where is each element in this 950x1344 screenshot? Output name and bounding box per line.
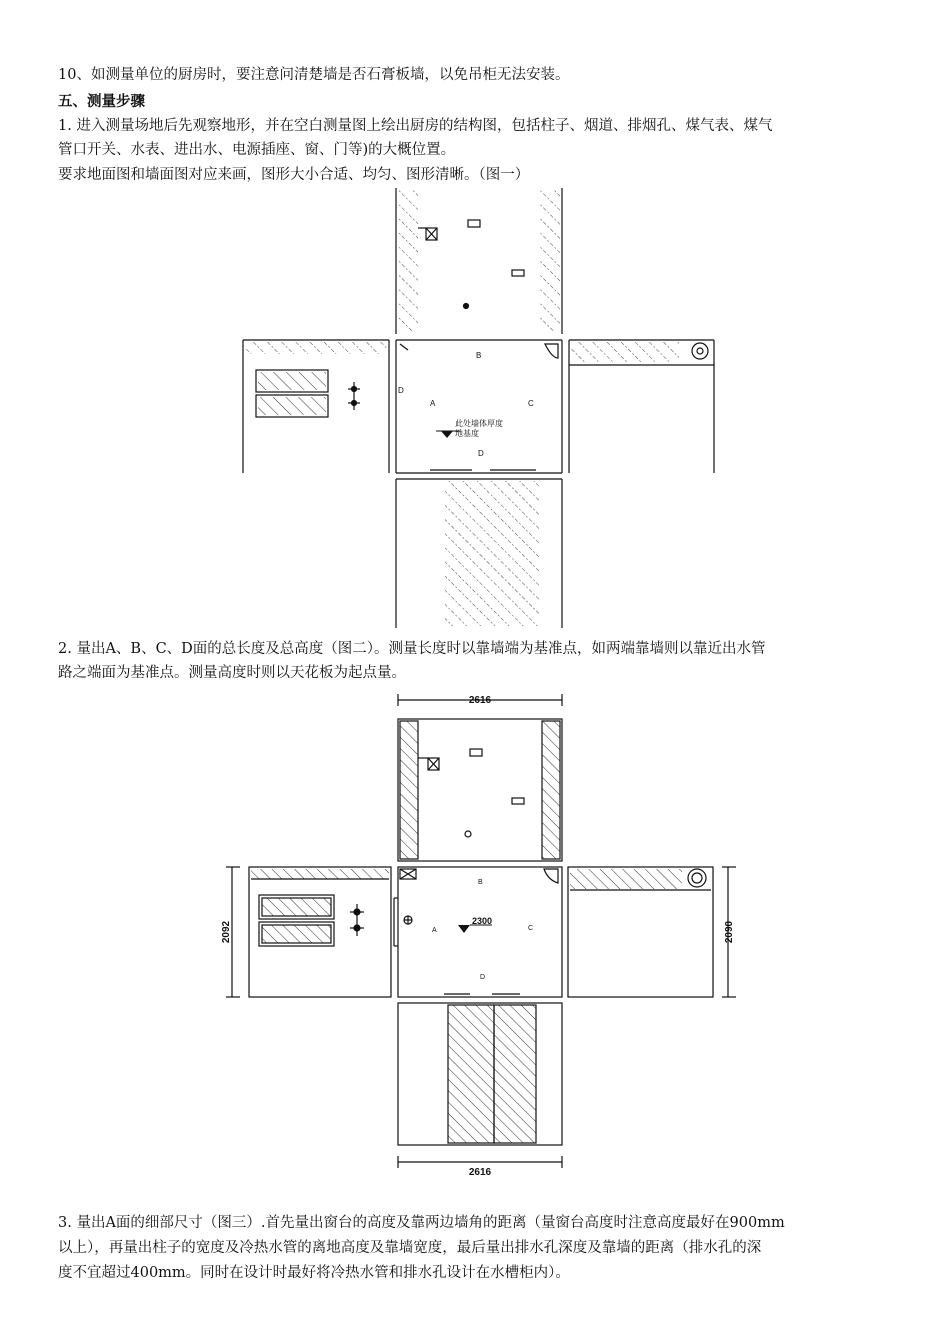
fig2-label-b: B [478,879,483,886]
step3-line1: 3. 量出A面的细部尺寸（图三）.首先量出窗台的高度及靠两边墙角的距离（量窗台高度时注意高度最好在900mm [58,1215,785,1231]
fig2-dim-center: 2300 [472,916,493,926]
fig1-label-c: C [528,399,534,408]
fig2-dim-bottom: 2616 [468,1167,492,1178]
step3-line3: 度不宜超过400mm。同时在设计时最好将冷热水管和排水孔设计在水槽柜内）。 [58,1265,570,1281]
fig1-label-a: A [430,399,436,408]
fig2-dim-left: 2092 [221,920,232,944]
step2-line2: 路之端面为基准点。测量高度时则以天花板为起点量。 [58,665,406,681]
item-10-text: 10、如测量单位的厨房时，要注意问清楚墙是否石膏板墙，以免吊柜无法安装。 [58,67,570,83]
step2-line1: 2. 量出A、B、C、D面的总长度及总高度（图二）。测量长度时以靠墙端为基准点，如两端靠墙则以靠近出水管 [58,641,766,657]
step1-line1: 1. 进入测量场地后先观察地形，并在空白测量图上绘出厨房的结构图，包括柱子、烟道、排烟孔、煤气表、煤气 [58,118,773,134]
fig1-note-line2: 地基度 [455,429,479,438]
fig1-label-side: D [398,386,404,395]
step1-line3: 要求地面图和墙面图对应来画，图形大小合适、均匀、图形清晰。（图一） [58,167,530,183]
fig2-label-c: C [528,925,534,932]
fig2-label-d: D [480,974,486,981]
step3-line2: 以上），再量出柱子的宽度及冷热水管的离地高度及靠墙宽度，最后量出排水孔深度及靠墙的距离（排水孔的深 [58,1240,762,1256]
fig1-label-b: B [476,351,482,360]
figure-1-diagram [0,188,950,628]
figure-2-diagram [0,688,950,1178]
fig1-label-d: D [478,449,484,458]
fig2-dim-top: 2616 [468,695,492,706]
fig1-note-line1: 此处墙体厚度 [455,419,503,428]
section-title: 五、测量步骤 [58,93,145,110]
fig2-label-a: A [432,927,437,934]
fig2-dim-right: 2090 [724,920,735,944]
step1-line2: 管口开关、水表、进出水、电源插座、窗、门等)的大概位置。 [58,142,456,158]
